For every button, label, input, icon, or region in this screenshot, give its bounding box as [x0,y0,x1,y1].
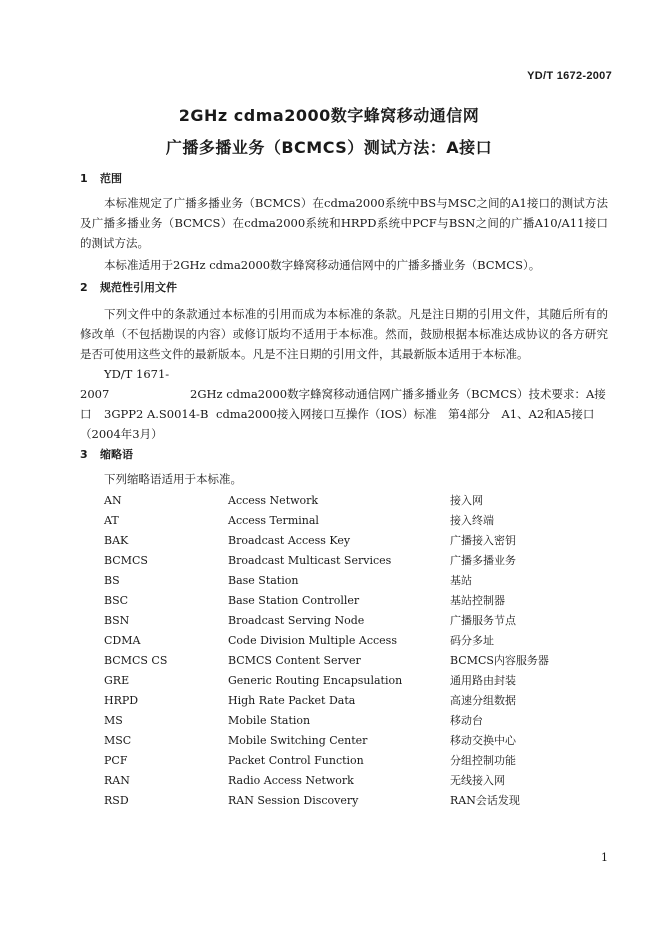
abbr-english: High Rate Packet Data [228,694,356,707]
section-number: 2 [80,281,88,294]
abbr-chinese: RAN会话发现 [450,794,520,807]
scope-paragraph-2: 本标准适用于2GHz cdma2000数字蜂窝移动通信网中的广播多播业务（BCMCS）。 [104,258,541,272]
abbr-term: BCMCS [104,554,148,567]
abbr-english: Radio Access Network [228,774,354,787]
abbreviation-row [0,631,658,651]
abbr-term: MS [104,714,123,727]
abbreviation-row [0,511,658,531]
abbr-term: BCMCS CS [104,654,168,667]
abbreviation-row [0,791,658,811]
section-title: 缩略语 [100,448,133,461]
abbr-term: RAN [104,774,130,787]
abbr-english: Mobile Switching Center [228,734,368,747]
section-2-heading [80,279,177,295]
abbr-term: CDMA [104,634,141,647]
abbr-english: Access Network [228,494,319,507]
abbr-english: RAN Session Discovery [228,794,359,807]
abbr-chinese: 广播服务节点 [450,614,516,627]
abbr-english: Code Division Multiple Access [228,634,397,647]
abbreviation-row [0,751,658,771]
section-3-heading [80,446,133,462]
abbreviation-row [0,531,658,551]
abbr-term: BSC [104,594,129,607]
abbr-term: BS [104,574,120,587]
abbr-english: Packet Control Function [228,754,364,767]
abbreviation-row [0,771,658,791]
section-title: 规范性引用文件 [100,281,177,294]
abbr-chinese: 无线接入网 [450,774,505,787]
abbreviations-intro: 下列缩略语适用于本标准。 [104,472,242,486]
abbreviation-row [0,491,658,511]
abbr-term: BSN [104,614,130,627]
abbreviation-row [0,671,658,691]
abbr-english: Access Terminal [228,514,319,527]
abbr-chinese: 基站 [450,574,472,587]
section-1-heading [80,170,122,186]
section-number: 1 [80,172,88,185]
abbr-term: HRPD [104,694,139,707]
abbr-chinese: 分组控制功能 [450,754,516,767]
abbr-english: Broadcast Multicast Services [228,554,392,567]
abbr-term: MSC [104,734,132,747]
abbr-chinese: 广播多播业务 [450,554,516,567]
abbr-chinese: 码分多址 [450,634,494,647]
abbr-english: BCMCS Content Server [228,654,361,667]
abbr-english: Base Station Controller [228,594,360,607]
abbr-chinese: 接入网 [450,494,483,507]
abbr-chinese: 高速分组数据 [450,694,516,707]
abbreviation-row [0,611,658,631]
abbr-chinese: 移动台 [450,714,483,727]
section-number: 3 [80,448,88,461]
abbreviation-row [0,551,658,571]
abbr-chinese: 接入终端 [450,514,494,527]
abbreviation-row [0,711,658,731]
reference-title: cdma2000接入网接口互操作（IOS）标准 第4部分 A1、A2和A5接口（2004年3月） [80,407,595,441]
reference-title: 2GHz cdma2000数字蜂窝移动通信网广播多播业务（BCMCS）技术要求：A接口 [80,387,606,421]
abbr-chinese: BCMCS内容服务器 [450,654,549,667]
abbr-term: AT [104,514,119,527]
title-line-2: 广播多播业务（BCMCS）测试方法：A接口 [165,138,493,157]
abbr-english: Mobile Station [228,714,311,727]
abbr-term: GRE [104,674,130,687]
abbreviation-row [0,651,658,671]
abbr-chinese: 广播接入密钥 [450,534,516,547]
reference-code: 3GPP2 A.S0014-B [104,407,209,421]
page-number: 1 [601,851,608,864]
abbr-chinese: 通用路由封装 [450,674,516,687]
abbr-term: PCF [104,754,128,767]
abbr-chinese: 移动交换中心 [450,734,516,747]
abbr-term: RSD [104,794,129,807]
abbr-term: AN [104,494,122,507]
abbr-english: Generic Routing Encapsulation [228,674,403,687]
abbreviation-row [0,691,658,711]
document-number: YD/T 1672-2007 [527,70,612,82]
abbreviation-row [0,731,658,751]
abbr-english: Broadcast Serving Node [228,614,365,627]
abbr-english: Base Station [228,574,299,587]
normative-intro: 下列文件中的条款通过本标准的引用而成为本标准的条款。凡是注日期的引用文件，其随后所有的修改单（不包括勘误的内容）或修订版均不适用于本标准。然而，鼓励根据本标准达成协议的各方研究是否可使用这些文件的最新版本。凡是不注日期的引用文件，其最新版本适用于本标准。 [80,307,608,361]
section-title: 范围 [100,172,122,185]
abbr-term: BAK [104,534,129,547]
reference-code: YD/T 1671-2007 [80,367,170,401]
title-line-1: 2GHz cdma2000数字蜂窝移动通信网 [178,106,480,125]
abbr-english: Broadcast Access Key [228,534,351,547]
scope-paragraph-1: 本标准规定了广播多播业务（BCMCS）在cdma2000系统中BS与MSC之间的A1接口的测试方法及广播多播业务（BCMCS）在cdma2000系统和HRPD系统中PCF与BSN之间的广播A10/A11接口的测试方法。 [80,196,608,250]
abbr-chinese: 基站控制器 [450,594,505,607]
reference-2 [80,404,610,444]
abbreviation-row [0,591,658,611]
abbreviation-row [0,571,658,591]
